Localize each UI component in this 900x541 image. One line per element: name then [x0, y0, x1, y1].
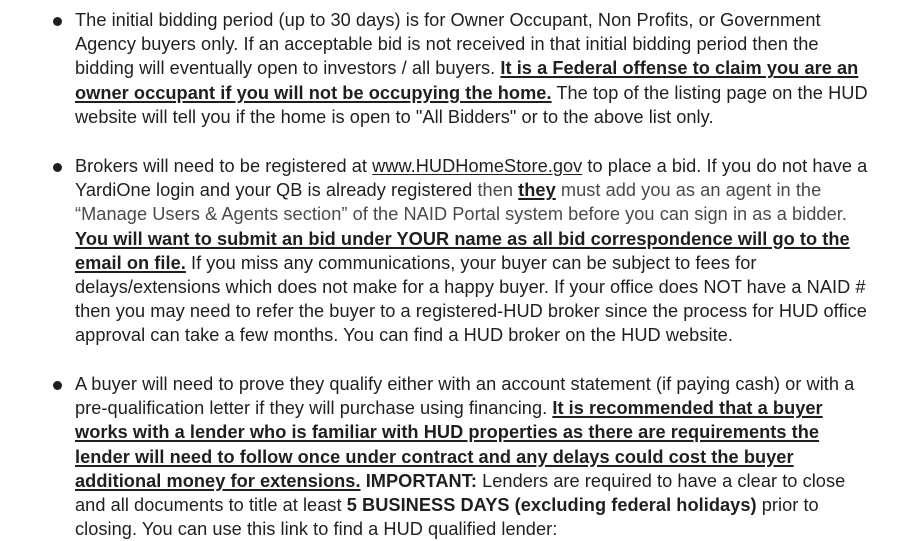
text-segment: Lenders are required to have a clear to close and all documents to title at least [75, 470, 846, 516]
bullet-paragraph [75, 8, 868, 129]
text-segment: The initial bidding period (up to 30 days) is for Owner Occupant, Non Profits, or Government Agency buyers only. If an acceptable bid is not received in that initial bidding period then the bidding will eventually open to investors / all buyers. [75, 10, 821, 79]
text-segment: to place a bid. If you do not have a YardiOne login and your QB is already registered [75, 156, 868, 201]
bullet-dot-icon [53, 163, 62, 172]
lender-recommendation: It is recommended that a buyer works with a lender who is familiar with HUD properties as there are requirements the lender will need to follow once under contract and any delays could cost the buyer additional money for extensions. [75, 398, 823, 491]
bullet-dot-icon [53, 381, 62, 390]
text-segment: A buyer will need to prove they qualify either with an account statement (if paying cash) or with a pre-qualification letter if they will purchase using financing. [75, 374, 855, 419]
text-segment: must add you as an agent in the “Manage Users & Agents section” of the NAID Portal system before you can sign in as a bidder. [75, 180, 847, 225]
bullet-item-bidding-period [53, 8, 868, 129]
bullet-paragraph [75, 372, 868, 541]
text-segment: prior to closing. You can use this link to find a HUD qualified lender: [75, 495, 819, 540]
text-segment: If you miss any communications, your buyer can be subject to fees for delays/extensions which does not make for a happy buyer. If your office does NOT have a NAID # then you may need to refer the buyer to a registered-HUD broker since the process for HUD office approval can take a few months. You can find a HUD broker on the HUD website. [75, 252, 867, 346]
important-label: IMPORTANT: [365, 470, 477, 491]
bullet-item-buyer-qualification [53, 372, 868, 541]
bid-name-warning: You will want to submit an bid under YOUR name as all bid correspondence will go to the email on file. [75, 228, 850, 273]
emphasis-they: they [518, 180, 556, 201]
text-segment: The top of the listing page on the HUD website will tell you if the home is open to "All Bidders" or to the above list only. [75, 82, 868, 127]
bullet-item-broker-registration [53, 154, 868, 348]
bullet-dot-icon [53, 17, 62, 26]
text-segment: then [477, 180, 519, 201]
federal-offense-warning: It is a Federal offense to claim you are an owner occupant if you will not be occupying the home. [75, 58, 859, 103]
text-segment: Brokers will need to be registered at [75, 156, 373, 176]
hudhomestore-link[interactable]: www.HUDHomeStore.gov [372, 156, 583, 176]
bullet-paragraph [75, 154, 868, 348]
business-days-requirement: 5 BUSINESS DAYS (excluding federal holidays) [346, 495, 757, 516]
